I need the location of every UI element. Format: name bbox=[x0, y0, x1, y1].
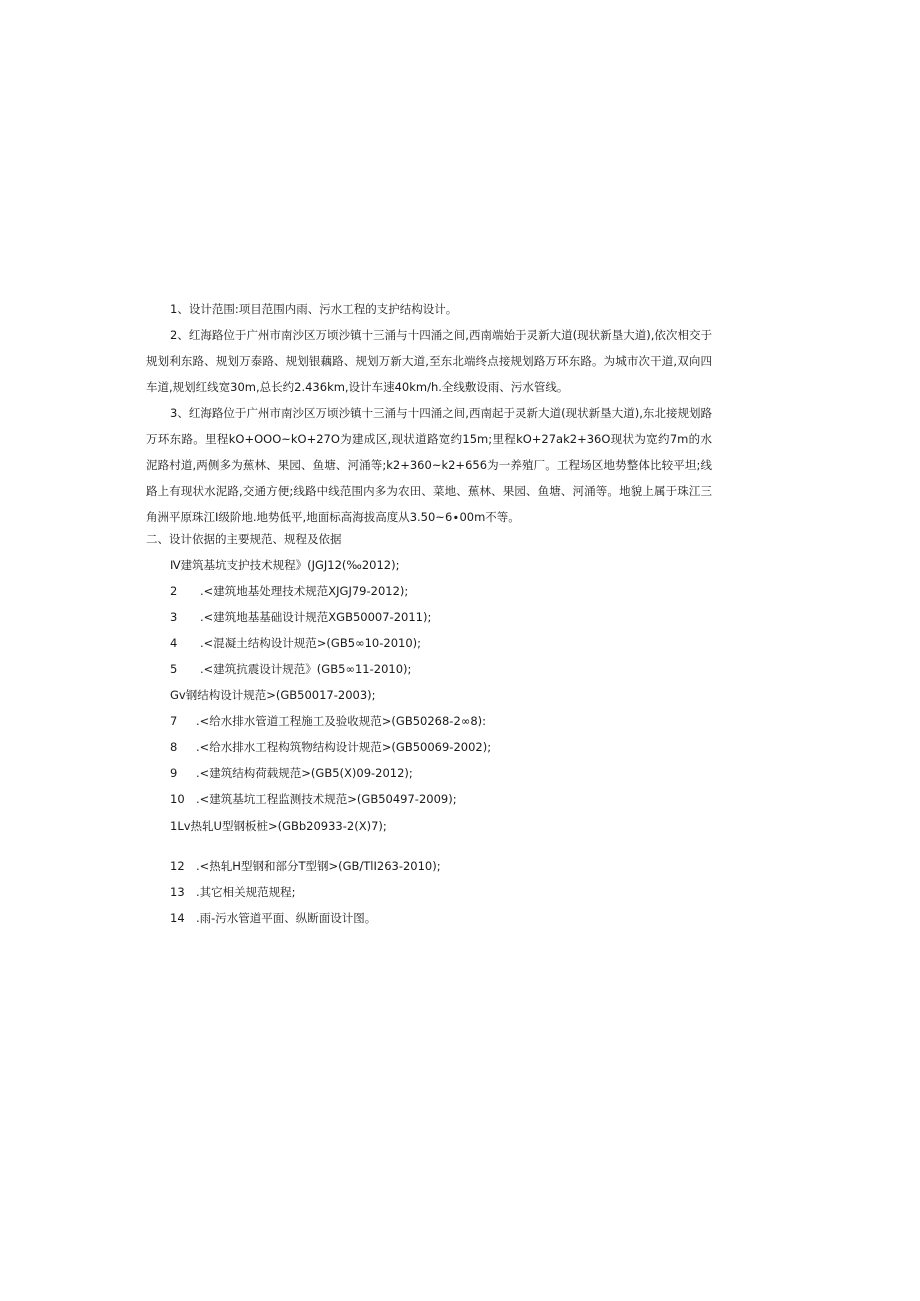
reference-text: .<热轧H型钢和部分T型钢>(GB∕TlI263-2010); bbox=[196, 859, 441, 873]
reference-text: Gv钢结构设计规范>(GB50017-2003); bbox=[170, 688, 376, 702]
reference-text: .<给水排水管道工程施工及验收规范>(GB50268-2∞8): bbox=[196, 714, 487, 728]
reference-item-5 bbox=[170, 661, 411, 677]
reference-number: 14 bbox=[170, 911, 185, 925]
reference-text: .<混凝土结构设计规范>(GB5∞10-2010); bbox=[200, 636, 422, 650]
reference-item-6 bbox=[170, 687, 376, 703]
section-heading: 二、设计依据的主要规范、规程及依据 bbox=[146, 532, 342, 546]
reference-item-4 bbox=[170, 635, 421, 651]
reference-item-1 bbox=[170, 557, 399, 573]
paragraph-road-overview: 2、红海路位于广州市南沙区万顷沙镇十三涌与十四涌之间,西南端始于灵新大道(现状新垦大道),依次相交于规划利东路、规划万泰路、规划银藕路、规划万新大道,至东北端终点接规划路万环东路。为城市次干道,双向四车道,规划红线宽30m,总长约2.436km,设计车速40km∕h.全线敷设雨、污水管线。 bbox=[146, 328, 712, 394]
paragraph-design-scope: 1、设计范围:项目范围内雨、污水工程的支护结构设计。 bbox=[170, 302, 458, 316]
reference-text: .<给水排水工程构筑物结构设计规范>(GB50069-2002); bbox=[196, 740, 492, 754]
reference-number: 5 bbox=[170, 662, 178, 676]
reference-item-3 bbox=[170, 609, 431, 625]
reference-text: .<建筑抗震设计规范》(GB5∞11-2010); bbox=[200, 662, 412, 676]
reference-item-10 bbox=[170, 791, 457, 807]
reference-number: 3 bbox=[170, 610, 178, 624]
reference-item-14 bbox=[170, 910, 376, 926]
reference-text: .<建筑地基处理技术规范XJGJ79-2012); bbox=[200, 584, 409, 598]
reference-text: .其它相关规范规程; bbox=[196, 885, 296, 899]
reference-number: 10 bbox=[170, 792, 185, 806]
reference-item-11 bbox=[170, 818, 387, 834]
reference-text: .<建筑结构荷载规范>(GB5(X)09-2012); bbox=[196, 766, 413, 780]
reference-number: 13 bbox=[170, 885, 185, 899]
reference-number: 12 bbox=[170, 859, 185, 873]
reference-item-13 bbox=[170, 884, 296, 900]
reference-number: 8 bbox=[170, 740, 178, 754]
reference-text: 1Lv热轧U型钢板桩>(GBb20933-2(X)7); bbox=[170, 819, 387, 833]
reference-text: .<建筑地基基础设计规范XGB50007-2011); bbox=[200, 610, 432, 624]
reference-number: 7 bbox=[170, 714, 178, 728]
reference-number: 9 bbox=[170, 766, 178, 780]
paragraph-site-conditions: 3、红海路位于广州市南沙区万顷沙镇十三涌与十四涌之间,西南起于灵新大道(现状新垦大道),东北接规划路万环东路。里程kO+OOO~kO+27O为建成区,现状道路宽约15m;里程kO+27ak2+36O现状为宽约7m的水泥路村道,两侧多为蕉林、果园、鱼塘、河涌等;k2+360~k2+656为一养殖厂。工程场区地势整体比较平坦;线路上有现状水泥路,交通方便;线路中线范围内多为农田、菜地、蕉林、果园、鱼塘、河涌等。地貌上属于珠江三角洲平原珠江Ⅰ级阶地.地势低平,地面标高海拔高度从3.50~6∙00m不等。 bbox=[146, 406, 712, 524]
reference-text: Ⅳ建筑基坑支护技术规程》(JGJ12(‰2012); bbox=[170, 558, 400, 572]
reference-item-7 bbox=[170, 713, 486, 729]
reference-number: 4 bbox=[170, 636, 178, 650]
reference-text: .雨-污水管道平面、纵断面设计图。 bbox=[196, 911, 377, 925]
reference-text: .<建筑基坑工程监测技术规范>(GB50497-2009); bbox=[196, 792, 457, 806]
reference-item-2 bbox=[170, 583, 408, 599]
reference-item-8 bbox=[170, 739, 491, 755]
reference-item-9 bbox=[170, 765, 413, 781]
reference-item-12 bbox=[170, 858, 441, 874]
reference-number: 2 bbox=[170, 584, 178, 598]
